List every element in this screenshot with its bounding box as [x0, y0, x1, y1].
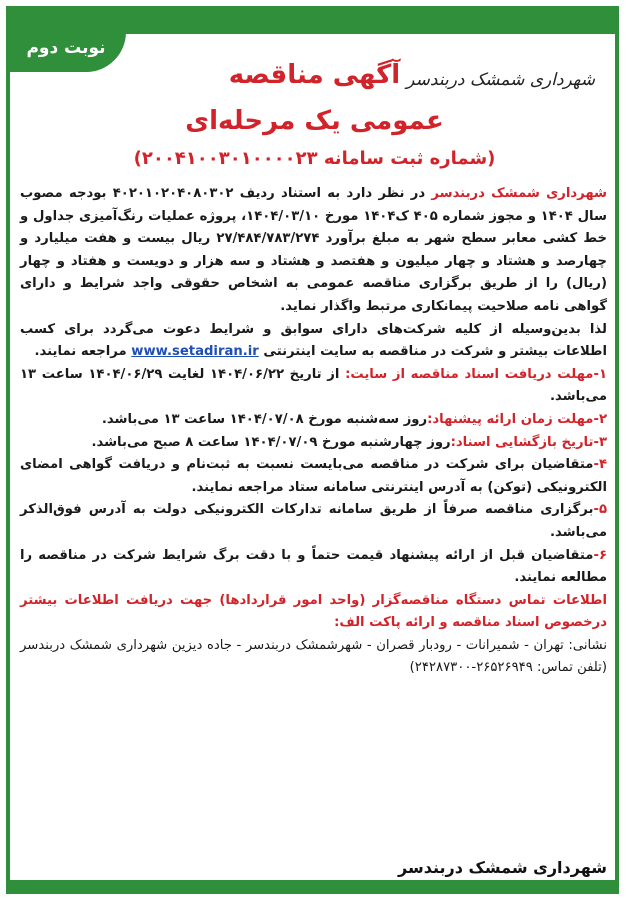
organization-name: شهرداری شمشک دربندسر: [431, 186, 608, 201]
item-text: از تاریخ ۱۴۰۴/۰۶/۲۲ لغایت ۱۴۰۴/۰۶/۲۹ ساعت ۱۳ می‌باشد.: [20, 366, 607, 405]
list-item: [20, 364, 607, 409]
setadiran-link[interactable]: www.setadiran.ir: [131, 344, 259, 360]
edition-badge: [6, 24, 126, 72]
edition-badge-label: نوبت دوم: [26, 38, 106, 58]
list-item: [20, 545, 607, 590]
list-item: [20, 499, 607, 544]
item-text: متقاضیان قبل از ارائه پیشنهاد قیمت حتماً و با دقت برگ شرایط شرکت در مناقصه را مطالعه نمایند.: [20, 547, 607, 586]
item-text: برگزاری مناقصه صرفاً از طریق سامانه تدارکات الکترونیکی دولت به آدرس فوق‌الذکر می‌باشد.: [20, 502, 607, 540]
title-line-1: آگهی مناقصه: [228, 60, 401, 90]
item-text: روز سه‌شنبه مورخ ۱۴۰۴/۰۷/۰۸ ساعت ۱۳ می‌باشد.: [101, 411, 428, 427]
logo: [406, 48, 601, 112]
bottom-bar: [6, 880, 619, 894]
ad-body: [20, 183, 607, 680]
item-label: ۴-: [593, 457, 607, 473]
registration-number: (شماره ثبت سامانه ۲۰۰۴۱۰۰۳۰۱۰۰۰۰۲۳): [133, 148, 496, 169]
item-label: ۵-: [593, 502, 607, 518]
logo-text: شهرداری شمشک دربندسر: [406, 70, 595, 90]
list-item: [20, 409, 607, 432]
invite-paragraph: [20, 319, 607, 364]
invite-after: مراجعه نمایند.: [34, 344, 127, 360]
list-item: [20, 432, 607, 455]
title-line-2: عمومی یک مرحله‌ای: [185, 106, 444, 136]
item-label: ۶-: [593, 547, 607, 563]
contact-info: اطلاعات تماس دستگاه مناقصه‌گزار (واحد امور قراردادها) جهت دریافت اطلاعات بیشتر درخصوص اسناد مناقصه و ارائه پاکت الف:: [20, 592, 607, 631]
footer-signature: شهرداری شمشک دربندسر: [398, 858, 607, 877]
invite-text: لذا بدین‌وسیله از کلیه شرکت‌های دارای سوابق و شرایط دعوت می‌گردد برای کسب اطلاعات بیشتر و شرکت در مناقصه به سایت اینترنتی: [20, 321, 607, 360]
list-item: [20, 454, 607, 499]
intro-paragraph: [20, 183, 607, 319]
address: نشانی: تهران - شمیرانات - رودبار قصران - شهرشمشک دربندسر - جاده دیزین شهرداری شمشک دربندسر (تلفن تماس: ۲۶۵۲۶۹۴۹-۲۴۲۸۷۳۰۰): [20, 637, 607, 676]
item-text: متقاضیان برای شرکت در مناقصه می‌بایست نسبت به ثبت‌نام و دریافت گواهی امضای الکترونیکی (توکن) به آدرس اینترنتی سامانه ستاد مراجعه نمایند.: [20, 457, 607, 495]
item-label: ۱-مهلت دریافت اسناد مناقصه از سایت:: [345, 366, 607, 382]
item-text: روز چهارشنبه مورخ ۱۴۰۴/۰۷/۰۹ ساعت ۸ صبح می‌باشد.: [91, 434, 451, 450]
item-label: ۳-تاریخ بازگشایی اسناد:: [450, 434, 607, 450]
intro-text: در نظر دارد به استناد ردیف ۴۰۲۰۱۰۲۰۴۰۸۰۳۰۲ بودجه مصوب سال ۱۴۰۴ و مجوز شماره ۴۰۵ ک۱۴۰۴ مورخ ۱۴۰۴/۰۳/۱۰، پروژه عملیات رنگ‌آمیزی جداول و خط کشی معابر سطح شهر به مبلغ برآورد ۲۷/۴۸۴/۷۸۳/۲۷۴ ریال بیست و هفت میلیارد و چهارصد و هشتاد و چهار میلیون و هفتصد و هشتاد و سه هزار و دویست و هفتاد و چهار (ریال) را از طریق برگزاری مناقصه عمومی به اشخاص حقوقی واجد شرایط و دارای گواهی نامه صلاحیت پیمانکاری مرتبط واگذار نماید.: [20, 186, 607, 314]
item-label: ۲-مهلت زمان ارائه پیشنهاد:: [427, 411, 607, 427]
